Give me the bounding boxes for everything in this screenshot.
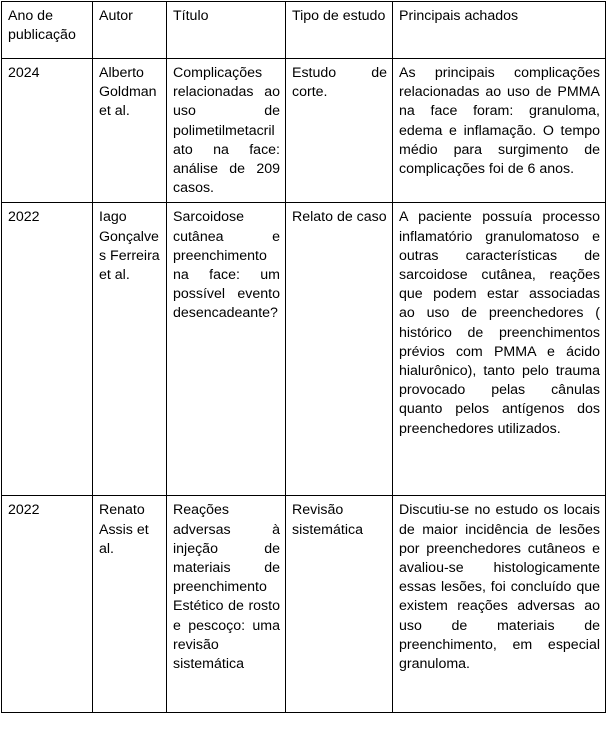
cell-principais-achados: As principais complicações relacionadas ao uso de PMMA na face foram: granuloma, edema e inflamação. O tempo médio para surgimento de complicações foi de 6 anos. bbox=[393, 59, 606, 203]
cell-titulo: Reações adversas à injeção de materiais de preenchimento Estético de rosto e pescoço: uma revisão sistemática bbox=[167, 496, 286, 713]
cell-titulo: Sarcoidose cutânea e preenchimento na face: um possível evento desencadeante? bbox=[167, 203, 286, 496]
cell-tipo-estudo: Estudo de corte. bbox=[286, 59, 393, 203]
cell-titulo: Complicações relacionadas ao uso de polimetilmetacrilato na face: análise de 209 casos. bbox=[167, 59, 286, 203]
cell-tipo-estudo: Revisão sistemática bbox=[286, 496, 393, 713]
cell-autor: Alberto Goldman et al. bbox=[93, 59, 167, 203]
cell-ano: 2022 bbox=[2, 203, 93, 496]
cell-ano: 2022 bbox=[2, 496, 93, 713]
table-header-row bbox=[2, 2, 606, 59]
cell-principais-achados: Discutiu-se no estudo os locais de maior incidência de lesões por preenchedores cutâneos e avaliou-se histologicamente essas lesões, foi concluído que existem reações adversas ao uso de materiais de preenchimento, em especial granuloma. bbox=[393, 496, 606, 713]
table-row bbox=[2, 496, 606, 713]
header-principais-achados: Principais achados bbox=[393, 2, 606, 59]
table-row bbox=[2, 203, 606, 496]
cell-ano: 2024 bbox=[2, 59, 93, 203]
header-autor: Autor bbox=[93, 2, 167, 59]
cell-principais-achados: A paciente possuía processo inflamatório granulomatoso e outras características de sarcoidose cutânea, reações que podem estar associadas ao uso de preenchedores ( histórico de preenchimentos prévios com PMMA e ácido hialurônico), tanto pelo trauma provocado pelas cânulas quanto pelos antígenos dos preenchedores utilizados. bbox=[393, 203, 606, 496]
header-tipo-estudo: Tipo de estudo bbox=[286, 2, 393, 59]
literature-review-table bbox=[1, 1, 606, 713]
header-ano-publicacao: Ano de publicação bbox=[2, 2, 93, 59]
cell-tipo-estudo: Relato de caso bbox=[286, 203, 393, 496]
table-row bbox=[2, 59, 606, 203]
cell-autor: Iago Gonçalves Ferreira et al. bbox=[93, 203, 167, 496]
cell-autor: Renato Assis et al. bbox=[93, 496, 167, 713]
header-titulo: Título bbox=[167, 2, 286, 59]
